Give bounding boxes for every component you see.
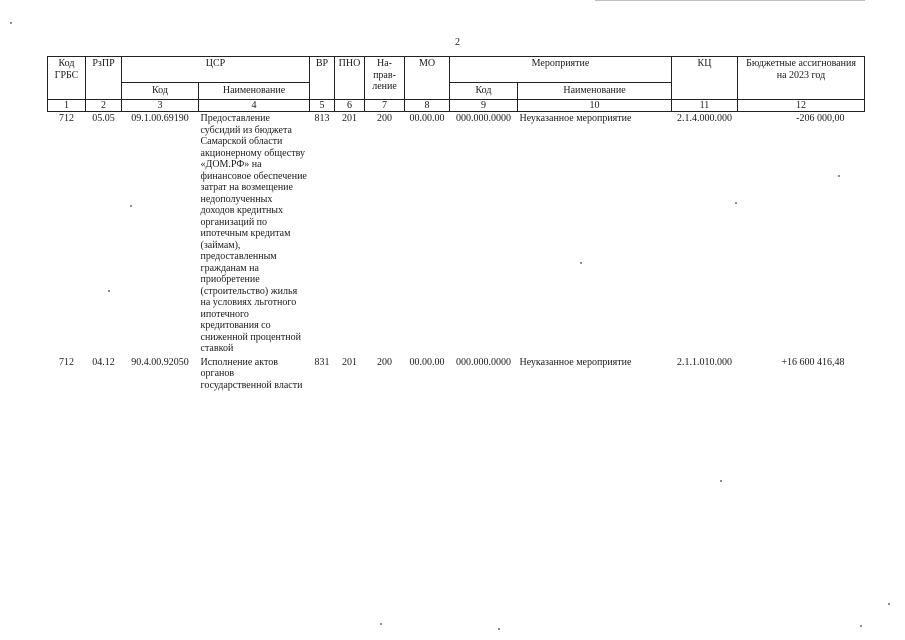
scan-speck [498, 628, 500, 630]
header-napravlenie: На-прав-ление [365, 57, 405, 100]
cell-vr: 813 [314, 113, 330, 124]
header-budget: Бюджетные ассигнования на 2023 год [738, 57, 865, 100]
cell-csr-name: Исполнение актов органов государственной власти [200, 356, 303, 391]
column-number: 5 [310, 100, 335, 112]
header-csr-kod: Код [122, 82, 199, 99]
cell-mer-name: Неуказанное мероприятие [519, 113, 632, 124]
cell-mo: 00.00.00 [409, 113, 445, 124]
cell-mer-name: Неуказанное мероприятие [519, 356, 632, 368]
budget-table [47, 56, 865, 392]
cell-csr-kod: 90.4.00.92050 [131, 356, 189, 368]
scan-speck [108, 290, 110, 292]
cell-mer-kod: 000.000.0000 [456, 113, 511, 124]
cell-grbs: 712 [59, 113, 74, 124]
header-pno: ПНО [335, 57, 365, 100]
cell-amount: -206 000,00 [796, 113, 845, 124]
header-vr: ВР [310, 57, 335, 100]
column-number: 1 [48, 100, 86, 112]
cell-napr: 200 [377, 113, 392, 124]
table-row [48, 356, 865, 393]
header-mer-kod: Код [450, 82, 518, 99]
column-number: 11 [672, 100, 738, 112]
header-kod-grbs: Код ГРБС [48, 57, 86, 100]
column-number-row [48, 100, 865, 112]
header-kc: КЦ [672, 57, 738, 100]
scan-speck [860, 625, 862, 627]
scan-speck [838, 175, 840, 177]
column-number: 9 [450, 100, 518, 112]
scan-speck [380, 623, 382, 625]
header-rzpr: РзПР [86, 57, 122, 100]
column-number: 8 [405, 100, 450, 112]
column-number: 12 [738, 100, 865, 112]
table-row [48, 112, 865, 356]
scan-speck [735, 202, 737, 204]
header-mer-name: Наименование [518, 82, 672, 99]
cell-mer-kod: 000.000.0000 [456, 356, 511, 368]
scan-speck [10, 22, 12, 24]
cell-napr: 200 [377, 356, 392, 368]
column-number: 7 [365, 100, 405, 112]
column-number: 4 [199, 100, 310, 112]
column-number: 10 [518, 100, 672, 112]
column-number: 6 [335, 100, 365, 112]
scan-speck [580, 262, 582, 264]
cell-rzpr: 04.12 [92, 356, 115, 368]
column-number: 2 [86, 100, 122, 112]
header-meropriyatie: Мероприятие [450, 57, 672, 83]
cell-grbs: 712 [59, 356, 74, 368]
cell-vr: 831 [314, 356, 330, 368]
scan-speck [888, 603, 890, 605]
header-csr-name: Наименование [199, 82, 310, 99]
column-number: 3 [122, 100, 199, 112]
cell-pno: 201 [342, 356, 357, 368]
scan-speck [130, 205, 132, 207]
cell-kc: 2.1.4.000.000 [677, 113, 732, 124]
header-mo: МО [405, 57, 450, 100]
cell-rzpr: 05.05 [92, 113, 115, 124]
cell-csr-kod: 09.1.00.69190 [131, 113, 189, 124]
cell-pno: 201 [342, 113, 357, 124]
scan-edge-line [595, 0, 865, 2]
page-number: 2 [455, 37, 460, 48]
scan-speck [720, 480, 722, 482]
header-csr: ЦСР [122, 57, 310, 83]
cell-csr-name: Предоставление субсидий из бюджета Самарской области акционерному обществу «ДОМ.РФ» на финансовое обеспечение затрат на возмещение недополученных доходов кредитных организаций по ипотечным кредитам (займам), предоставленным гражданам на приобретение (строительство) жилья на условиях льготного ипотечного кредитования со сниженной процентной ставкой [200, 113, 307, 354]
cell-mo: 00.00.00 [409, 356, 445, 368]
cell-kc: 2.1.1.010.000 [677, 356, 732, 368]
cell-amount: +16 600 416,48 [781, 356, 845, 368]
